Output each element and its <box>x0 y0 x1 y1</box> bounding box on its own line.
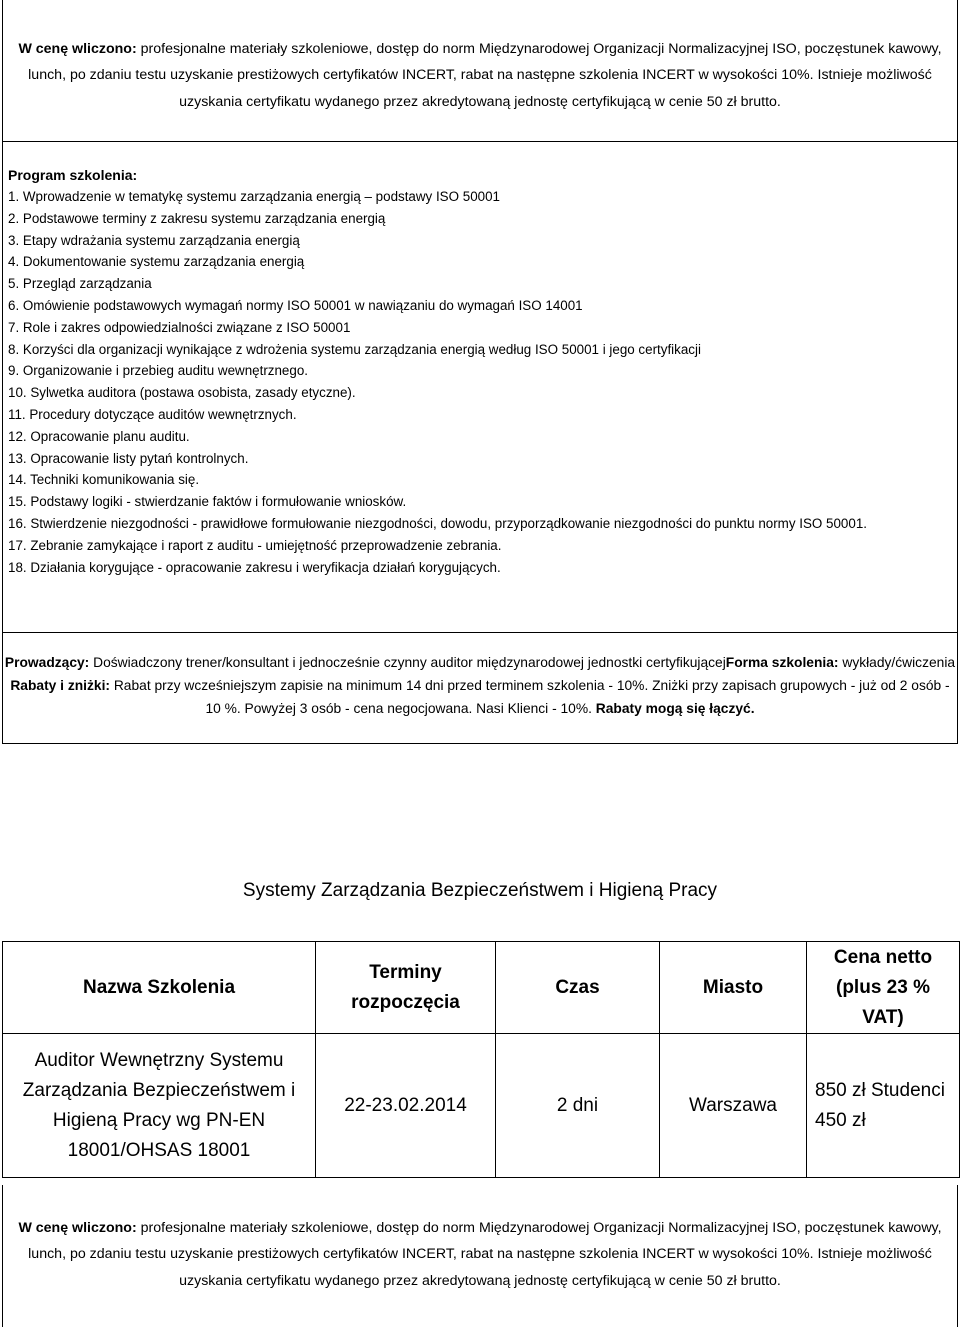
header-duration: Czas <box>496 942 660 1034</box>
program-item: 12. Opracowanie planu auditu. <box>8 428 190 444</box>
course-name: Auditor Wewnętrzny Systemu Zarządzania Bezpieczeństwem i Higieną Pracy wg PN-EN 18001/OHSAS 18001 <box>3 1034 316 1178</box>
program-list <box>8 186 957 578</box>
included-box-top <box>2 0 958 142</box>
program-item: 11. Procedury dotyczące auditów wewnętrznych. <box>8 406 297 422</box>
program-item: 14. Techniki komunikowania się. <box>8 472 200 488</box>
program-item: 6. Omówienie podstawowych wymagań normy ISO 50001 w nawiązaniu do wymagań ISO 14001 <box>8 297 583 313</box>
section-title: Systemy Zarządzania Bezpieczeństwem i Higieną Pracy <box>242 880 718 901</box>
info-paragraph <box>3 633 957 720</box>
program-item: 3. Etapy wdrażania systemu zarządzania energią <box>8 232 300 248</box>
discount-combine-note: Rabaty mogą się łączyć. <box>595 701 755 716</box>
program-item: 10. Sylwetka auditora (postawa osobista, zasady etyczne). <box>8 385 356 401</box>
program-item: 2. Podstawowe terminy z zakresu systemu zarządzania energią <box>8 210 386 226</box>
trainer-label: Prowadzący: <box>4 655 90 670</box>
program-item: 7. Role i zakres odpowiedzialności związane z ISO 50001 <box>8 319 351 335</box>
included-label-bottom: W cenę wliczono: <box>18 1220 137 1236</box>
included-text: profesjonalne materiały szkoleniowe, dostęp do norm Międzynarodowej Organizacji Normalizacyjnej ISO, poczęstunek kawowy, lunch, po zdaniu testu uzyskanie prestiżowych certyfikatów INCERT, rabat na następne szkolenia INCERT w wysokości 10%. Istnieje możliwość uzyskania certyfikatu wydanego przez akredytowaną jednostę certyfikującą w cenie 50 zł brutto. <box>28 41 942 110</box>
form-text: wykłady/ćwiczenia <box>838 655 956 670</box>
course-duration: 2 dni <box>496 1034 660 1178</box>
program-title: Program szkolenia: <box>8 167 138 183</box>
included-text-bottom: profesjonalne materiały szkoleniowe, dostęp do norm Międzynarodowej Organizacji Normalizacyjnej ISO, poczęstunek kawowy, lunch, po zdaniu testu uzyskanie prestiżowych certyfikatów INCERT, rabat na następne szkolenia INCERT w wysokości 10%. Istnieje możliwość uzyskania certyfikatu wydanego przez akredytowaną jednostę certyfikującą w cenie 50 zł brutto. <box>28 1220 942 1289</box>
header-name: Nazwa Szkolenia <box>3 942 316 1034</box>
program-item: 15. Podstawy logiki - stwierdzanie faktów i formułowanie wniosków. <box>8 494 407 510</box>
course-table <box>2 941 960 1178</box>
header-price: Cena netto (plus 23 % VAT) <box>807 942 960 1034</box>
info-box <box>2 632 958 744</box>
header-city: Miasto <box>660 942 807 1034</box>
included-label: W cenę wliczono: <box>18 41 137 57</box>
discount-label: Rabaty i zniżki: <box>10 678 110 693</box>
included-paragraph <box>3 0 957 115</box>
program-item: 1. Wprowadzenie w tematykę systemu zarządzania energią – podstawy ISO 50001 <box>8 189 500 204</box>
program-item: 18. Działania korygujące - opracowanie zakresu i weryfikacja działań korygujących. <box>8 559 501 575</box>
program-box <box>2 142 958 632</box>
course-city: Warszawa <box>660 1034 807 1178</box>
course-dates: 22-23.02.2014 <box>316 1034 496 1178</box>
table-row <box>3 1034 960 1178</box>
program-item: 4. Dokumentowanie systemu zarządzania energią <box>8 254 305 270</box>
program-item: 9. Organizowanie i przebieg auditu wewnętrznego. <box>8 363 308 379</box>
form-label: Forma szkolenia: <box>725 655 839 670</box>
program-item: 8. Korzyści dla organizacji wynikające z wdrożenia systemu zarządzania energią według ISO 50001 i jego certyfikacji <box>8 341 701 357</box>
program-item: 17. Zebranie zamykające i raport z auditu - umiejętność przeprowadzenie zebrania. <box>8 537 502 553</box>
trainer-text: Doświadczony trener/konsultant i jednocześnie czynny auditor międzynarodowej jednostki certyfikującej <box>89 655 726 670</box>
course-table-header-row <box>3 942 960 1034</box>
program-item: 16. Stwierdzenie niezgodności - prawidłowe formułowanie niezgodności, dowodu, przyporządkowanie niezgodności do punktu normy ISO 50001. <box>8 515 867 531</box>
program-item: 13. Opracowanie listy pytań kontrolnych. <box>8 450 249 466</box>
discount-text: Rabat przy wcześniejszym zapisie na minimum 14 dni przed terminem szkolenia - 10%. Zniżki przy zapisach grupowych - już od 2 osób - 10 %. Powyżej 3 osób - cena negocjowana. Nasi Klienci - 10%. <box>110 678 950 716</box>
course-price: 850 zł Studenci 450 zł <box>807 1034 960 1178</box>
program-item: 5. Przegląd zarządzania <box>8 276 152 292</box>
included-box-bottom <box>2 1185 958 1327</box>
included-paragraph-bottom <box>3 1185 957 1294</box>
header-dates: Terminy rozpoczęcia <box>316 942 496 1034</box>
